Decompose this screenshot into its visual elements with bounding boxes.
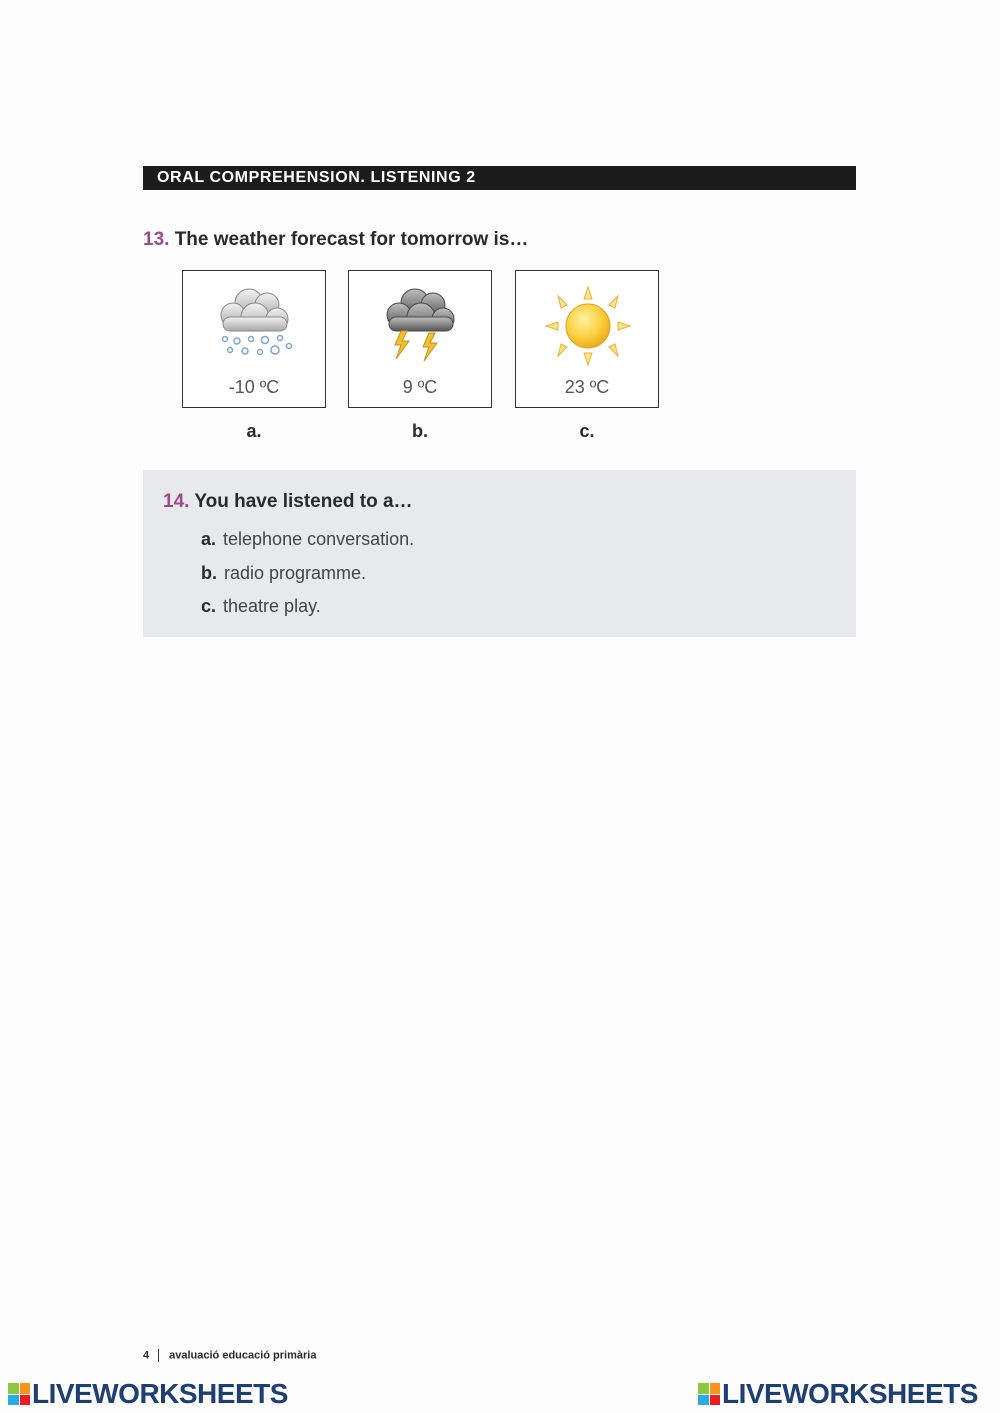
footer-divider <box>158 1349 159 1362</box>
storm-cloud-icon <box>371 283 471 369</box>
q14-option-a[interactable] <box>201 529 414 550</box>
question-13 <box>143 229 528 251</box>
option-c-letter: c. <box>579 421 595 441</box>
liveworksheets-logo-icon <box>8 1383 30 1405</box>
question-14 <box>163 491 413 513</box>
option-a-card[interactable] <box>182 270 326 408</box>
page-footer <box>143 1349 316 1362</box>
watermark-left-text: LIVEWORKSHEETS <box>32 1378 288 1409</box>
question-13-number: 13. <box>143 229 170 250</box>
watermark-right-text: LIVEWORKSHEETS <box>722 1378 978 1409</box>
option-b-card[interactable] <box>348 270 492 408</box>
page-number: 4 <box>143 1349 150 1362</box>
option-a-temperature: -10 ºC <box>228 377 280 397</box>
option-b-temperature: 9 ºC <box>402 377 438 397</box>
sun-icon <box>538 283 638 369</box>
watermark-left <box>8 1378 288 1410</box>
option-c-temperature: 23 ºC <box>564 377 610 397</box>
footer-text: avaluació educació primària <box>169 1349 317 1362</box>
section-title: ORAL COMPREHENSION. LISTENING 2 <box>157 169 476 186</box>
q14-option-c[interactable] <box>201 596 321 617</box>
q14-option-b[interactable] <box>201 563 366 584</box>
option-a-letter: a. <box>246 421 262 441</box>
question-14-text: You have listened to a… <box>194 491 413 512</box>
liveworksheets-logo-icon <box>698 1383 720 1405</box>
snow-cloud-icon <box>205 283 305 369</box>
question-14-number: 14. <box>163 491 190 512</box>
option-c-card[interactable] <box>515 270 659 408</box>
section-title-bar <box>143 166 856 190</box>
q14-option-a-letter: a. <box>201 529 217 549</box>
q14-option-c-text: theatre play. <box>223 596 321 616</box>
option-b-letter: b. <box>412 421 428 441</box>
watermark-right <box>698 1378 978 1410</box>
question-14-panel <box>143 470 856 637</box>
q14-option-c-letter: c. <box>201 596 217 616</box>
question-13-text: The weather forecast for tomorrow is… <box>174 229 529 250</box>
q14-option-b-text: radio programme. <box>224 563 367 583</box>
q14-option-b-letter: b. <box>201 563 217 583</box>
q14-option-a-text: telephone conversation. <box>223 529 415 549</box>
